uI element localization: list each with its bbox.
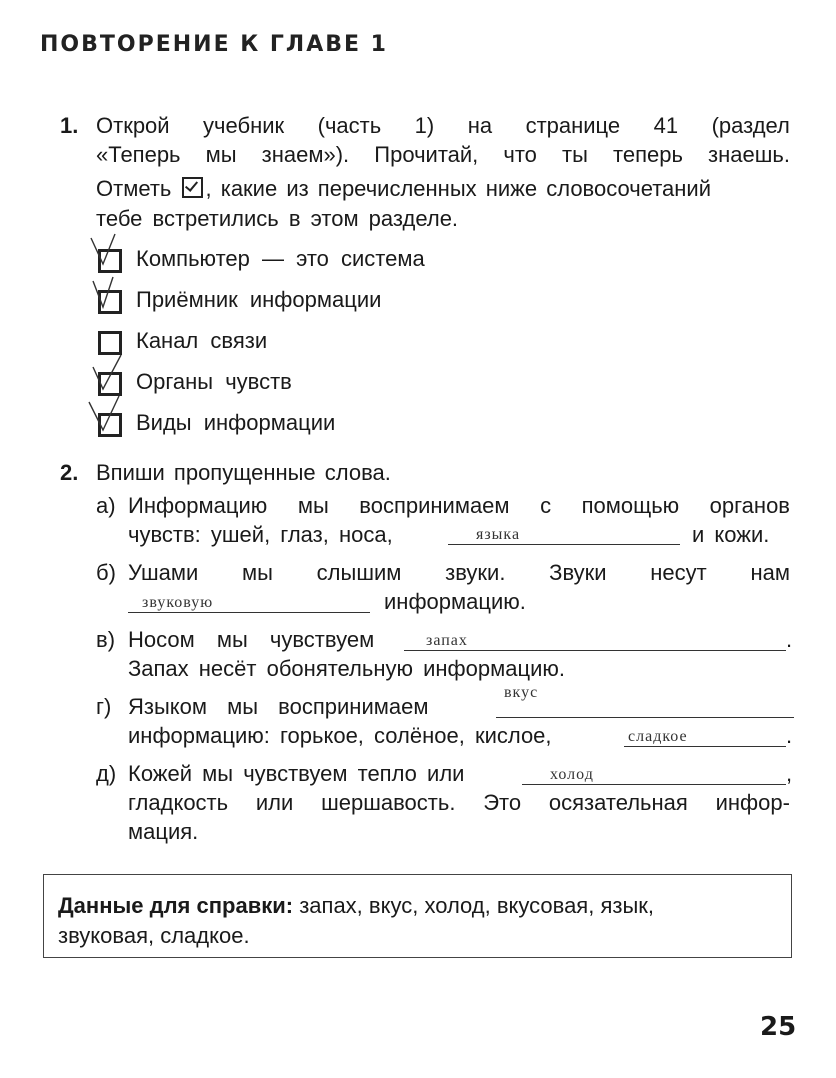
item-letter: г) bbox=[96, 694, 112, 719]
word: гладкость bbox=[128, 790, 229, 815]
word: слышим bbox=[316, 560, 402, 585]
checkmark-icon bbox=[182, 177, 203, 198]
item-letter: в) bbox=[96, 627, 116, 652]
word: Прочитай, bbox=[374, 142, 479, 167]
task-2v-line-2: Запах несёт обонятельную информацию. bbox=[128, 656, 565, 681]
checkbox-sense-organs[interactable] bbox=[98, 372, 122, 396]
checkbox-communication-channel[interactable] bbox=[98, 331, 122, 355]
word: мы bbox=[205, 142, 237, 167]
word: ты bbox=[562, 142, 588, 167]
reference-text bbox=[58, 891, 778, 951]
word: инфор- bbox=[715, 790, 790, 815]
handwritten-answer: сладкое bbox=[628, 728, 688, 745]
word: (часть bbox=[317, 113, 382, 138]
task-2g-line-1: Языком мы воспринимаем bbox=[128, 694, 429, 719]
word: странице bbox=[525, 113, 621, 138]
word: нам bbox=[750, 560, 790, 585]
word: Открой bbox=[96, 113, 170, 138]
item-letter: б) bbox=[96, 560, 116, 585]
reference-words: запах, вкус, холод, вкусовая, язык, bbox=[293, 893, 654, 918]
checkmark-icon bbox=[87, 353, 131, 397]
word: знаем»). bbox=[261, 142, 350, 167]
word: осязательная bbox=[548, 790, 688, 815]
task-2b-line-1 bbox=[128, 559, 790, 587]
mark-instruction-rest: , какие из перечисленных ниже словосочетаний bbox=[205, 176, 711, 201]
task-1-line-4: тебе встретились в этом разделе. bbox=[96, 206, 459, 231]
mark-instruction: Отметь bbox=[96, 176, 172, 201]
task-2v-line-1: Носом мы чувствуем bbox=[128, 627, 375, 652]
task-2d-line-1: Кожей мы чувствуем тепло или bbox=[128, 761, 465, 786]
handwritten-answer: холод bbox=[550, 766, 594, 783]
word: органов bbox=[709, 493, 790, 518]
checkmark-icon bbox=[87, 271, 127, 315]
reference-box bbox=[43, 874, 792, 958]
word: учебник bbox=[203, 113, 285, 138]
word: на bbox=[467, 113, 493, 138]
word: 41 bbox=[653, 113, 679, 138]
task-1-line-1 bbox=[96, 112, 790, 140]
word: 1) bbox=[414, 113, 435, 138]
task-2-intro: Впиши пропущенные слова. bbox=[96, 460, 391, 485]
task-2d-line-2 bbox=[128, 789, 790, 817]
checkbox-receiver-info[interactable] bbox=[98, 290, 122, 314]
word: знаешь. bbox=[708, 142, 790, 167]
checkbox-label: Приёмник информации bbox=[136, 287, 382, 312]
page-title: ПОВТОРЕНИЕ К ГЛАВЕ 1 bbox=[40, 32, 388, 57]
answer-field-g1[interactable] bbox=[496, 693, 794, 718]
task-2a-line-1 bbox=[128, 492, 790, 520]
checkbox-computer-system[interactable] bbox=[98, 249, 122, 273]
task-2g-line-2: информацию: горькое, солёное, кислое, bbox=[128, 723, 552, 748]
word: (раздел bbox=[711, 113, 790, 138]
word: с bbox=[540, 493, 552, 518]
reference-words-2: звуковая, сладкое. bbox=[58, 923, 250, 948]
task-2d-line-3: мация. bbox=[128, 819, 199, 844]
word: теперь bbox=[613, 142, 683, 167]
checkbox-label: Канал связи bbox=[136, 328, 268, 353]
task-2-number: 2. bbox=[60, 460, 79, 485]
punctuation: . bbox=[786, 627, 793, 652]
checkbox-info-types[interactable] bbox=[98, 413, 122, 437]
task-2a-line-2-end: и кожи. bbox=[692, 522, 770, 547]
word: мы bbox=[297, 493, 329, 518]
word: звуки. bbox=[445, 560, 506, 585]
item-letter: д) bbox=[96, 761, 117, 786]
word: или bbox=[255, 790, 294, 815]
checkbox-label: Виды информации bbox=[136, 410, 336, 435]
word: «Теперь bbox=[96, 142, 181, 167]
word: Звуки bbox=[549, 560, 607, 585]
word: помощью bbox=[581, 493, 680, 518]
word: что bbox=[503, 142, 537, 167]
word: мы bbox=[242, 560, 273, 585]
checkbox-label: Компьютер — это система bbox=[136, 246, 425, 271]
task-1-line-3 bbox=[96, 175, 711, 203]
task-2a-line-2: чувств: ушей, глаз, носа, bbox=[128, 522, 393, 547]
word: несут bbox=[650, 560, 707, 585]
punctuation: . bbox=[786, 723, 793, 748]
task-1-number: 1. bbox=[60, 113, 79, 138]
checkbox-label: Органы чувств bbox=[136, 369, 292, 394]
handwritten-answer: языка bbox=[476, 526, 521, 543]
word: Это bbox=[483, 790, 522, 815]
item-letter: а) bbox=[96, 493, 116, 518]
word: Ушами bbox=[128, 560, 199, 585]
handwritten-answer: звуковую bbox=[142, 594, 214, 611]
word: воспринимаем bbox=[359, 493, 510, 518]
page-number: 25 bbox=[760, 1012, 797, 1042]
task-2b-line-2-end: информацию. bbox=[384, 589, 526, 614]
task-1-line-2 bbox=[96, 141, 790, 169]
handwritten-answer: запах bbox=[426, 632, 468, 649]
handwritten-answer: вкус bbox=[504, 684, 539, 701]
word: Информацию bbox=[128, 493, 268, 518]
punctuation: , bbox=[786, 761, 793, 786]
word: шершавость. bbox=[321, 790, 456, 815]
reference-label: Данные для справки: bbox=[58, 893, 294, 918]
checkmark-icon bbox=[87, 394, 131, 438]
checkmark-icon bbox=[87, 230, 127, 274]
